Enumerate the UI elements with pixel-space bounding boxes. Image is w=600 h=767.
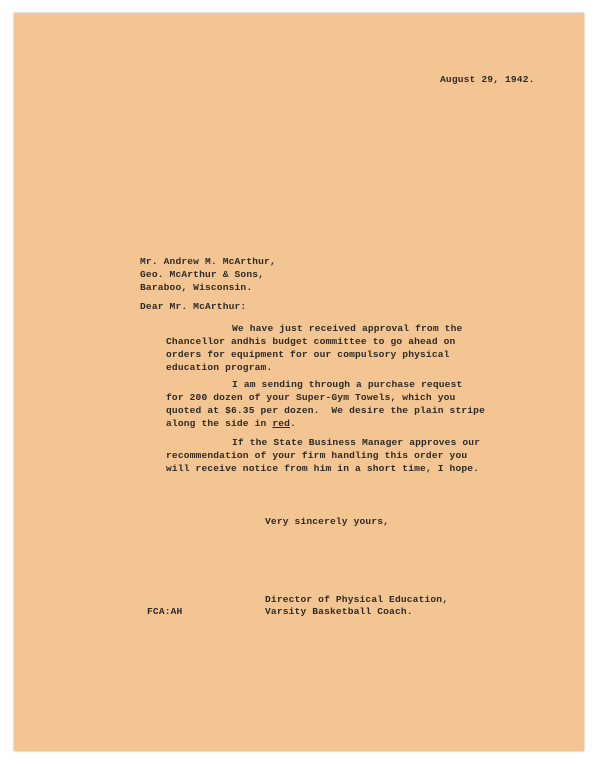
- paragraph3-line3: will receive notice from him in a short time, I hope.: [166, 463, 480, 474]
- signature-title-1: Director of Physical Education,: [265, 594, 449, 605]
- paragraph2-line3: quoted at $6.35 per dozen. We desire the plain stripe: [166, 405, 485, 416]
- salutation: Dear Mr. McArthur:: [140, 301, 247, 312]
- paragraph1-line2: Chancellor andhis budget committee to go ahead on: [166, 336, 456, 347]
- recipient-company: Geo. McArthur & Sons,: [140, 269, 265, 280]
- paragraph2-line4-suffix: .: [290, 418, 296, 429]
- paragraph2-line1: I am sending through a purchase request: [232, 379, 463, 390]
- paragraph3-line2: recommendation of your firm handling this order you: [166, 450, 468, 461]
- letter-date: August 29, 1942.: [440, 74, 535, 85]
- signature-title-2: Varsity Basketball Coach.: [265, 606, 413, 617]
- paragraph2-line2: for 200 dozen of your Super-Gym Towels, which you: [166, 392, 456, 403]
- emphasized-color: red: [272, 418, 291, 429]
- paragraph2-line4-prefix: along the side in: [166, 418, 273, 429]
- paragraph1-line1: We have just received approval from the: [232, 323, 463, 334]
- paragraph1-line4: education program.: [166, 362, 273, 373]
- paragraph1-line3: orders for equipment for our compulsory physical: [166, 349, 450, 360]
- paragraph2-line4: [166, 418, 296, 429]
- recipient-name: Mr. Andrew M. McArthur,: [140, 256, 276, 267]
- reference-initials: FCA:AH: [147, 606, 183, 617]
- paragraph3-line1: If the State Business Manager approves our: [232, 437, 481, 448]
- recipient-location: Baraboo, Wisconsin.: [140, 282, 253, 293]
- closing: Very sincerely yours,: [265, 516, 390, 527]
